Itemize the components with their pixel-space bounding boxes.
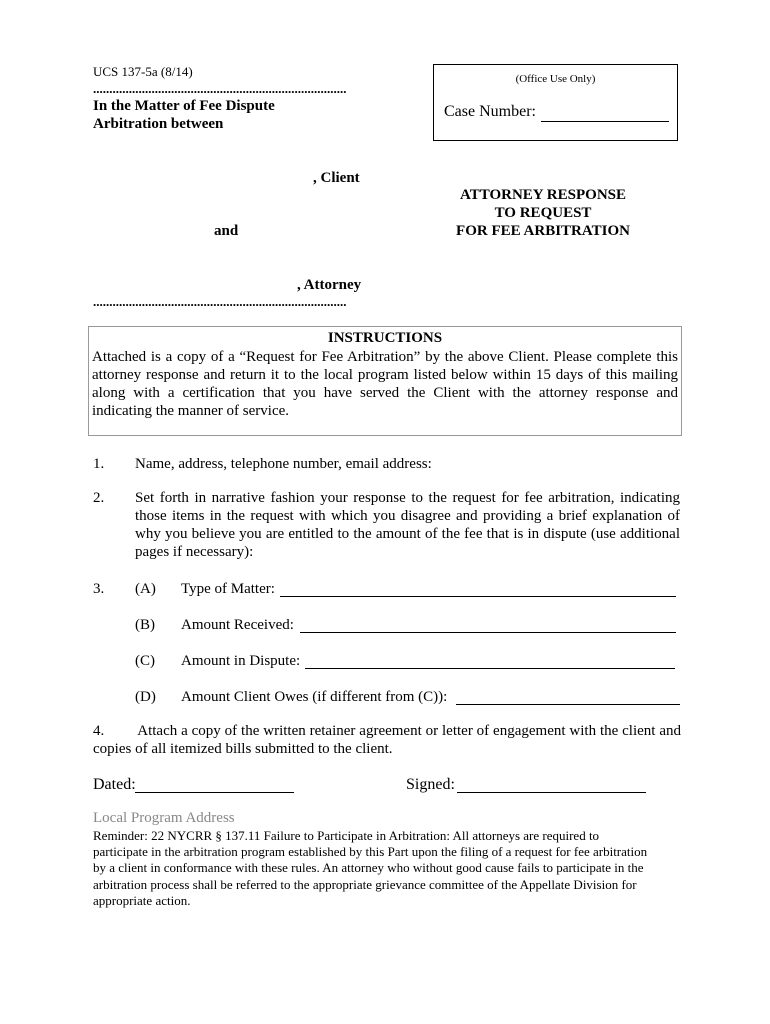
- item-3c-letter: (C): [135, 653, 155, 669]
- matter-title: [93, 97, 275, 133]
- instructions-text: Attached is a copy of a “Request for Fee Arbitration” by the above Client. Please complete this attorney response and return it to the local program listed below within 15 days of this mailing along with a certification that you have served the Client with the attorney response and indicating the manner of service.: [92, 349, 678, 419]
- amount-client-owes-field[interactable]: [456, 688, 680, 705]
- item-3b-letter: (B): [135, 617, 155, 633]
- item-4: [93, 722, 681, 758]
- title-line-1: ATTORNEY RESPONSE: [459, 187, 626, 203]
- dated-field[interactable]: [135, 776, 294, 793]
- item-3a-letter: (A): [135, 581, 156, 597]
- form-id: UCS 137-5a (8/14): [93, 64, 193, 79]
- client-label: , Client: [313, 170, 360, 186]
- instructions-box: [88, 326, 682, 436]
- attorney-label: , Attorney: [297, 277, 362, 293]
- item-3d-letter: (D): [135, 689, 156, 705]
- amount-in-dispute-field[interactable]: [305, 652, 675, 669]
- dotted-line-top: ..............................................................................: [93, 84, 347, 94]
- signed-field[interactable]: [457, 776, 646, 793]
- case-number-label: Case Number:: [444, 103, 536, 120]
- office-use-box: [433, 64, 678, 141]
- matter-line-1: In the Matter of Fee Dispute: [93, 98, 275, 114]
- item-3d-label: Amount Client Owes (if different from (C)):: [181, 689, 448, 705]
- matter-line-2: Arbitration between: [93, 116, 224, 132]
- item-3c-label: Amount in Dispute:: [181, 653, 301, 669]
- item-2-text: Set forth in narrative fashion your response to the request for fee arbitration, indicating those items in the request with which you disagree and providing a brief explanation of why you believe you are entitled to the amount of the fee that is in dispute (use additional pages if necessary):: [135, 490, 680, 560]
- local-program-address: Local Program Address: [93, 810, 235, 826]
- item-1-number: 1.: [93, 456, 105, 472]
- item-1-text: Name, address, telephone number, email address:: [135, 456, 432, 472]
- and-label: and: [214, 223, 239, 239]
- office-use-label: (Office Use Only): [515, 73, 596, 85]
- dotted-line-bottom: ..............................................................................: [93, 297, 347, 307]
- item-3b-label: Amount Received:: [181, 617, 294, 633]
- title-line-2: TO REQUEST: [494, 205, 592, 221]
- reminder-text: Reminder: 22 NYCRR § 137.11 Failure to Participate in Arbitration: All attorneys are required to participate in the arbitration program established by this Part upon the filing of a request for fee arbitration by a client in conformance with these rules. An attorney who without good cause fails to participate in the arbitration process shall be referred to the appropriate grievance committee of the Appellate Division for appropriate action.: [93, 828, 648, 908]
- item-2-number: 2.: [93, 490, 105, 506]
- item-4-number: 4.: [93, 723, 105, 739]
- amount-received-field[interactable]: [300, 616, 676, 633]
- item-3a-label: Type of Matter:: [181, 581, 275, 597]
- dated-label: Dated:: [93, 776, 136, 793]
- type-of-matter-field[interactable]: [280, 580, 676, 597]
- instructions-heading: INSTRUCTIONS: [327, 330, 443, 346]
- item-3-number: 3.: [93, 581, 105, 597]
- signed-label: Signed:: [406, 776, 455, 793]
- form-title: [433, 186, 653, 240]
- item-4-text: Attach a copy of the written retainer agreement or letter of engagement with the client and copies of all itemized bills submitted to the client.: [93, 723, 681, 757]
- title-line-3: FOR FEE ARBITRATION: [456, 223, 630, 239]
- case-number-field[interactable]: [541, 121, 669, 122]
